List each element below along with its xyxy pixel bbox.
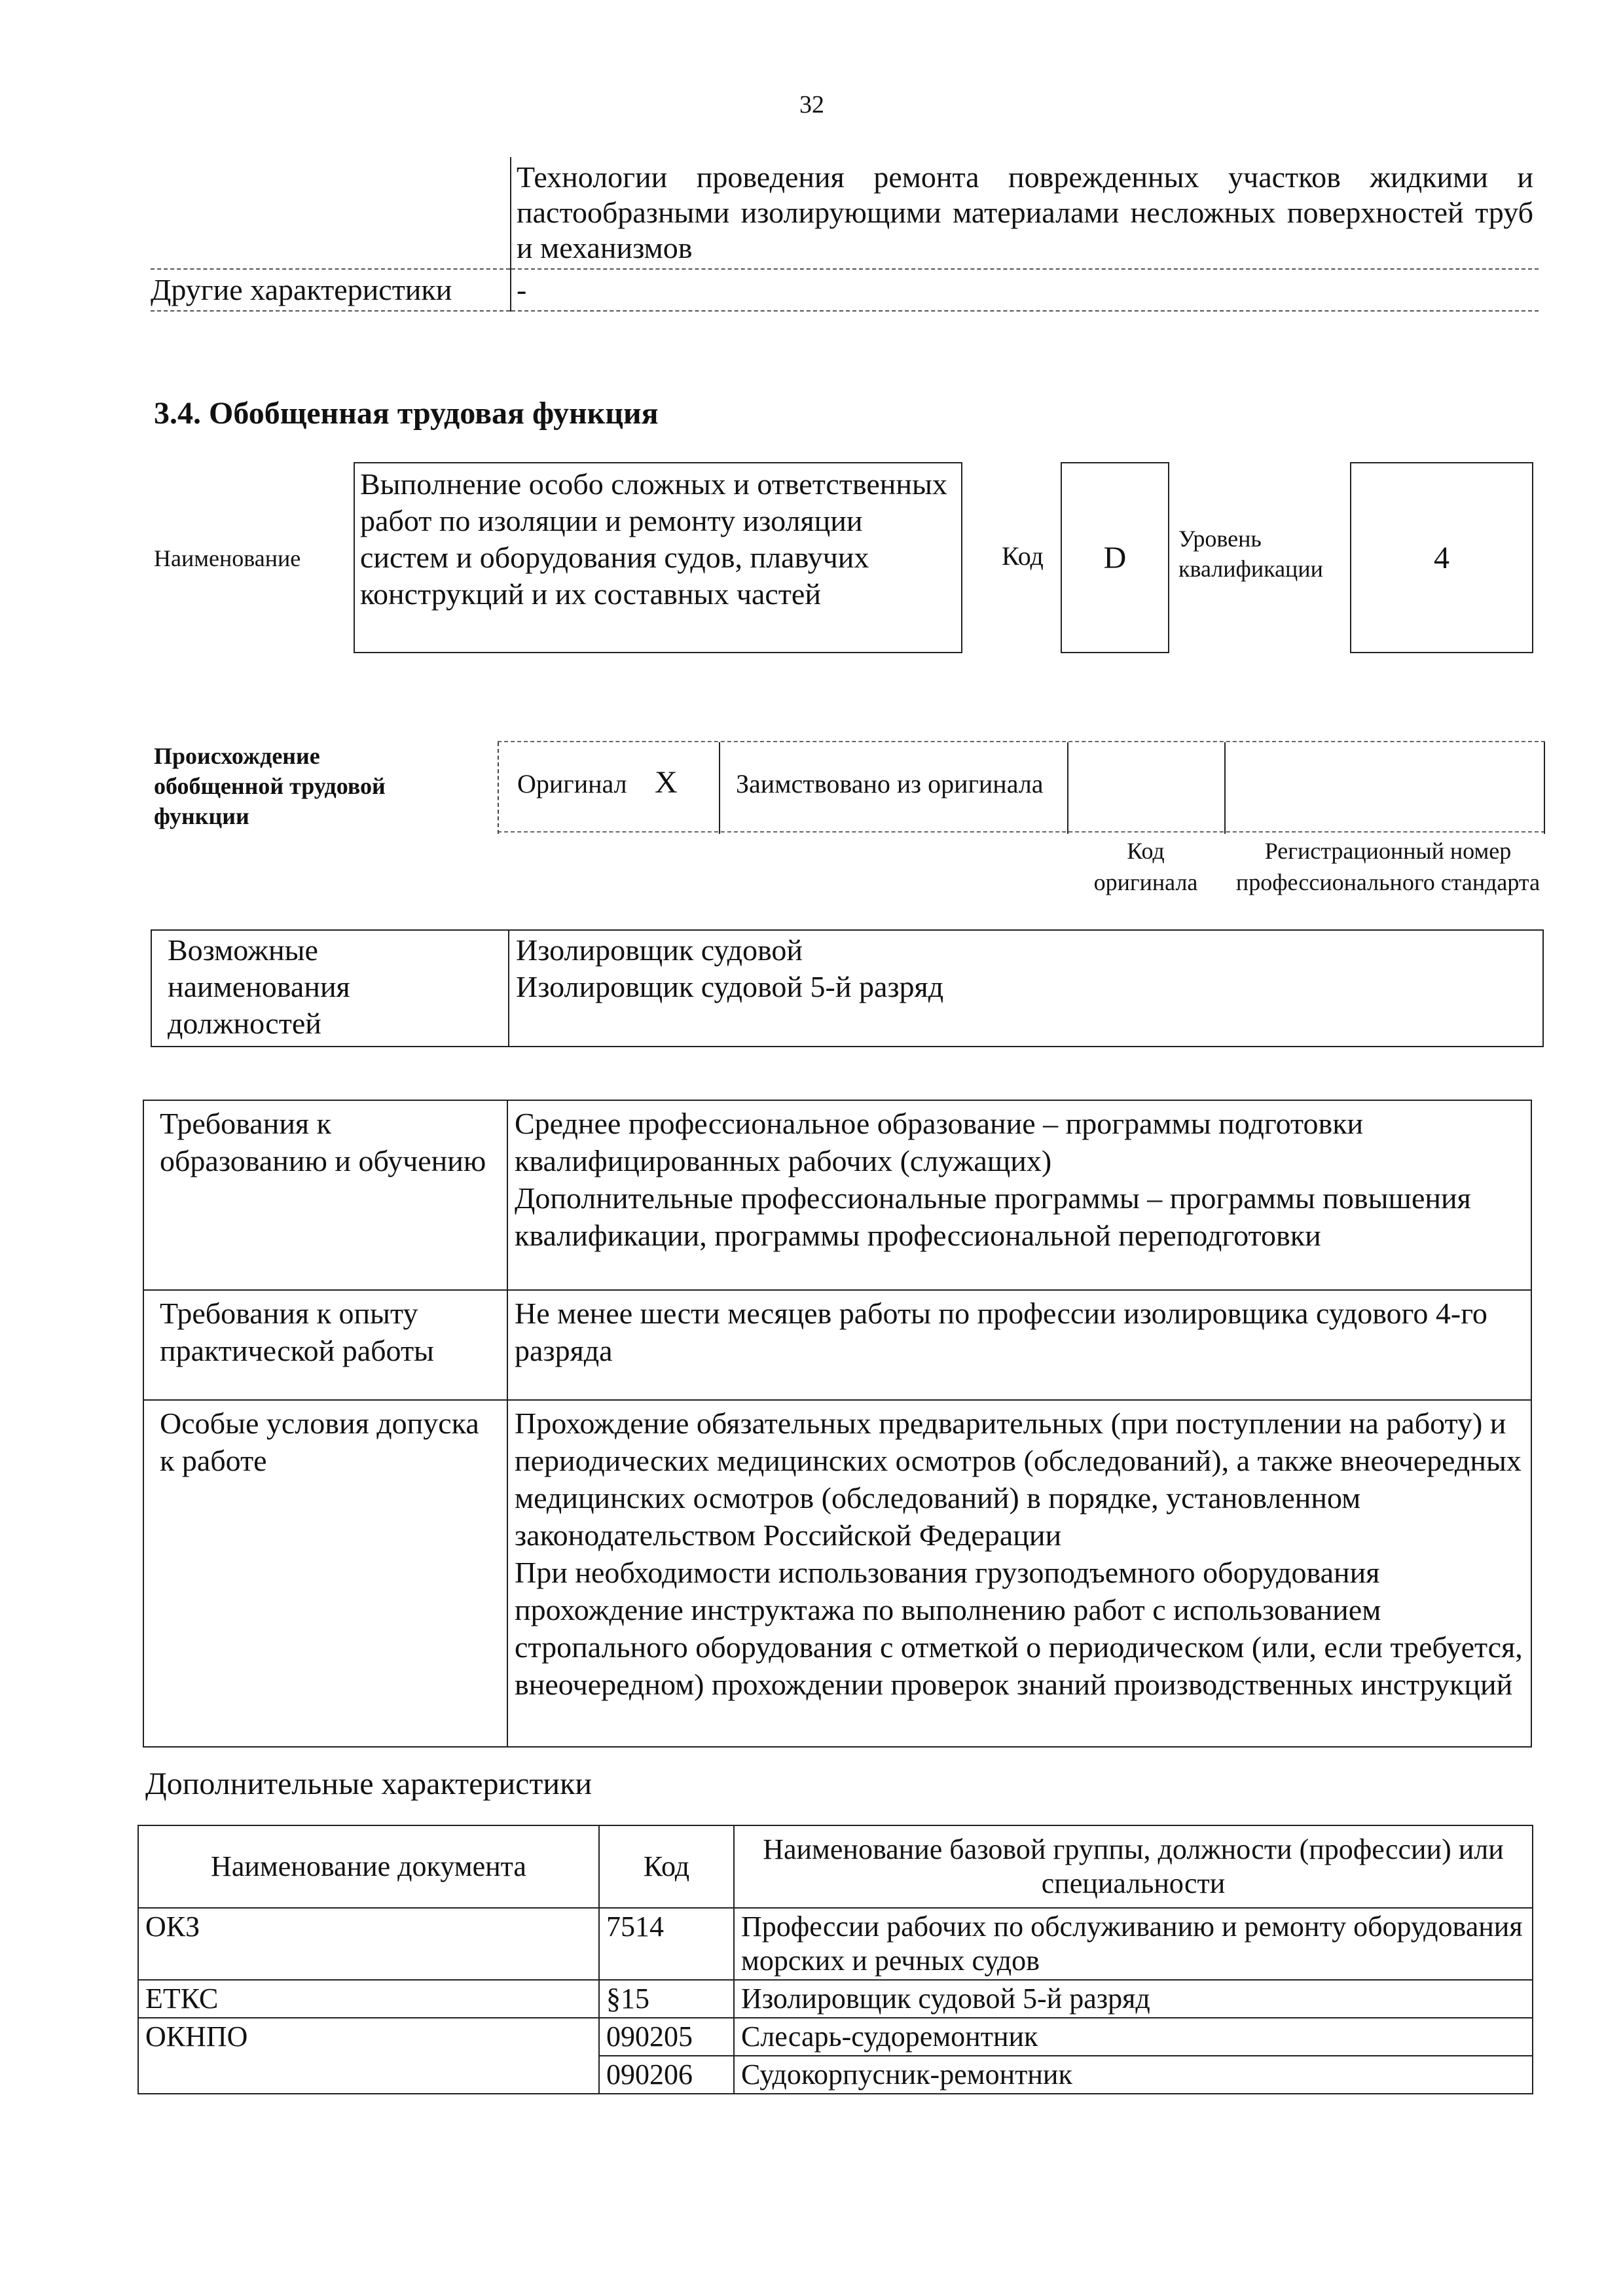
table-row — [143, 1100, 1531, 1290]
requirement-line: Дополнительные профессиональные программы – программы повышения квалификации, программы профессиональной переподготовки — [515, 1181, 1471, 1252]
code-cell: 7514 — [599, 1908, 734, 1980]
origin-divider — [1224, 742, 1226, 834]
section-title: 3.4. Обобщенная трудовая функция — [154, 396, 659, 431]
row-value: Технологии проведения ремонта поврежденных участков жидкими и пастообразными изолирующими материалами несложных поверхностей труб и механизмов — [511, 157, 1539, 269]
origin-divider — [1067, 742, 1068, 834]
table-row — [143, 1290, 1531, 1400]
requirement-label: Требования к образованию и обучению — [143, 1100, 507, 1290]
row-value: - — [511, 269, 1539, 311]
requirement-line: Прохождение обязательных предварительных (при поступлении на работу) и периодических медицинских осмотров (обследований), а также внеочередных медицинских осмотров (обследований) в порядке, установленном законодательством Российской Федерации — [515, 1407, 1522, 1552]
name-cell: Слесарь-судоремонтник — [734, 2018, 1533, 2056]
table-row — [138, 1908, 1533, 1980]
origin-label: Происхождение обобщенной трудовой функции — [154, 743, 386, 829]
table-row — [151, 930, 1543, 1047]
qualification-level-label: Уровень квалификации — [1178, 526, 1323, 582]
position-name: Изолировщик судовой — [516, 933, 803, 967]
table-row — [138, 1980, 1533, 2018]
additional-table — [137, 1825, 1533, 2094]
registration-number-caption: Регистрационный номер профессионального стандарта — [1235, 838, 1541, 895]
code-cell: §15 — [599, 1980, 734, 2018]
origin-table — [498, 741, 1545, 833]
name-cell: Изолировщик судовой 5-й разряд — [734, 1980, 1533, 2018]
requirement-value — [507, 1290, 1531, 1400]
requirements-table — [143, 1100, 1532, 1748]
requirement-line: При необходимости использования грузоподъемного оборудования прохождение инструктажа по выполнению работ с использованием стропального оборудования с отметкой о периодическом (или, если требуется, внеочередном) прохождении проверок знаний производственных инструкций — [515, 1556, 1523, 1701]
table-header-row — [138, 1825, 1533, 1908]
positions-table — [151, 929, 1544, 1047]
top-continuation-table — [151, 157, 1539, 312]
original-label: Оригинал — [517, 769, 627, 798]
positions-label: Возможные наименования должностей — [151, 930, 509, 1047]
borrowed-label: Заимствовано из оригинала — [736, 769, 1044, 798]
doc-cell: ОКЗ — [138, 1908, 599, 1980]
requirement-label: Особые условия допуска к работе — [143, 1400, 507, 1747]
header-code: Код — [599, 1825, 734, 1908]
name-cell: Профессии рабочих по обслуживанию и ремонту оборудования морских и речных судов — [734, 1908, 1533, 1980]
row-label — [151, 157, 511, 269]
origin-divider — [498, 742, 499, 834]
requirement-line: Среднее профессиональное образование – программы подготовки квалифицированных рабочих (служащих) — [515, 1107, 1364, 1177]
header-doc: Наименование документа — [138, 1825, 599, 1908]
table-row — [151, 269, 1539, 311]
doc-cell: ЕТКС — [138, 1980, 599, 2018]
requirement-label: Требования к опыту практической работы — [143, 1290, 507, 1400]
requirement-value — [507, 1100, 1531, 1290]
table-row — [143, 1400, 1531, 1747]
code-label: Код — [1002, 541, 1044, 571]
function-name-box: Выполнение особо сложных и ответственных работ по изоляции и ремонту изоляции систем и оборудования судов, плавучих конструкций и их составных частей — [354, 462, 962, 653]
table-row — [151, 157, 1539, 269]
origin-divider — [719, 742, 720, 834]
additional-title: Дополнительные характеристики — [145, 1767, 593, 1801]
code-box: D — [1061, 462, 1169, 653]
positions-values — [509, 930, 1543, 1047]
position-name: Изолировщик судовой 5-й разряд — [516, 970, 944, 1003]
qualification-level-box: 4 — [1350, 462, 1533, 653]
code-cell: 090205 — [599, 2018, 734, 2056]
page-number: 32 — [799, 91, 824, 118]
code-original-caption: Код оригинала — [1093, 838, 1198, 895]
table-row — [138, 2018, 1533, 2056]
origin-divider — [1544, 742, 1545, 834]
name-label: Наименование — [154, 545, 301, 571]
header-name: Наименование базовой группы, должности (профессии) или специальности — [734, 1825, 1533, 1908]
code-cell: 090206 — [599, 2056, 734, 2094]
requirement-value — [507, 1400, 1531, 1747]
original-mark: X — [655, 765, 678, 800]
row-label: Другие характеристики — [151, 269, 511, 311]
name-cell: Судокорпусник-ремонтник — [734, 2056, 1533, 2094]
doc-cell: ОКНПО — [138, 2018, 599, 2094]
requirement-line: Не менее шести месяцев работы по профессии изолировщика судового 4-го разряда — [515, 1297, 1487, 1367]
